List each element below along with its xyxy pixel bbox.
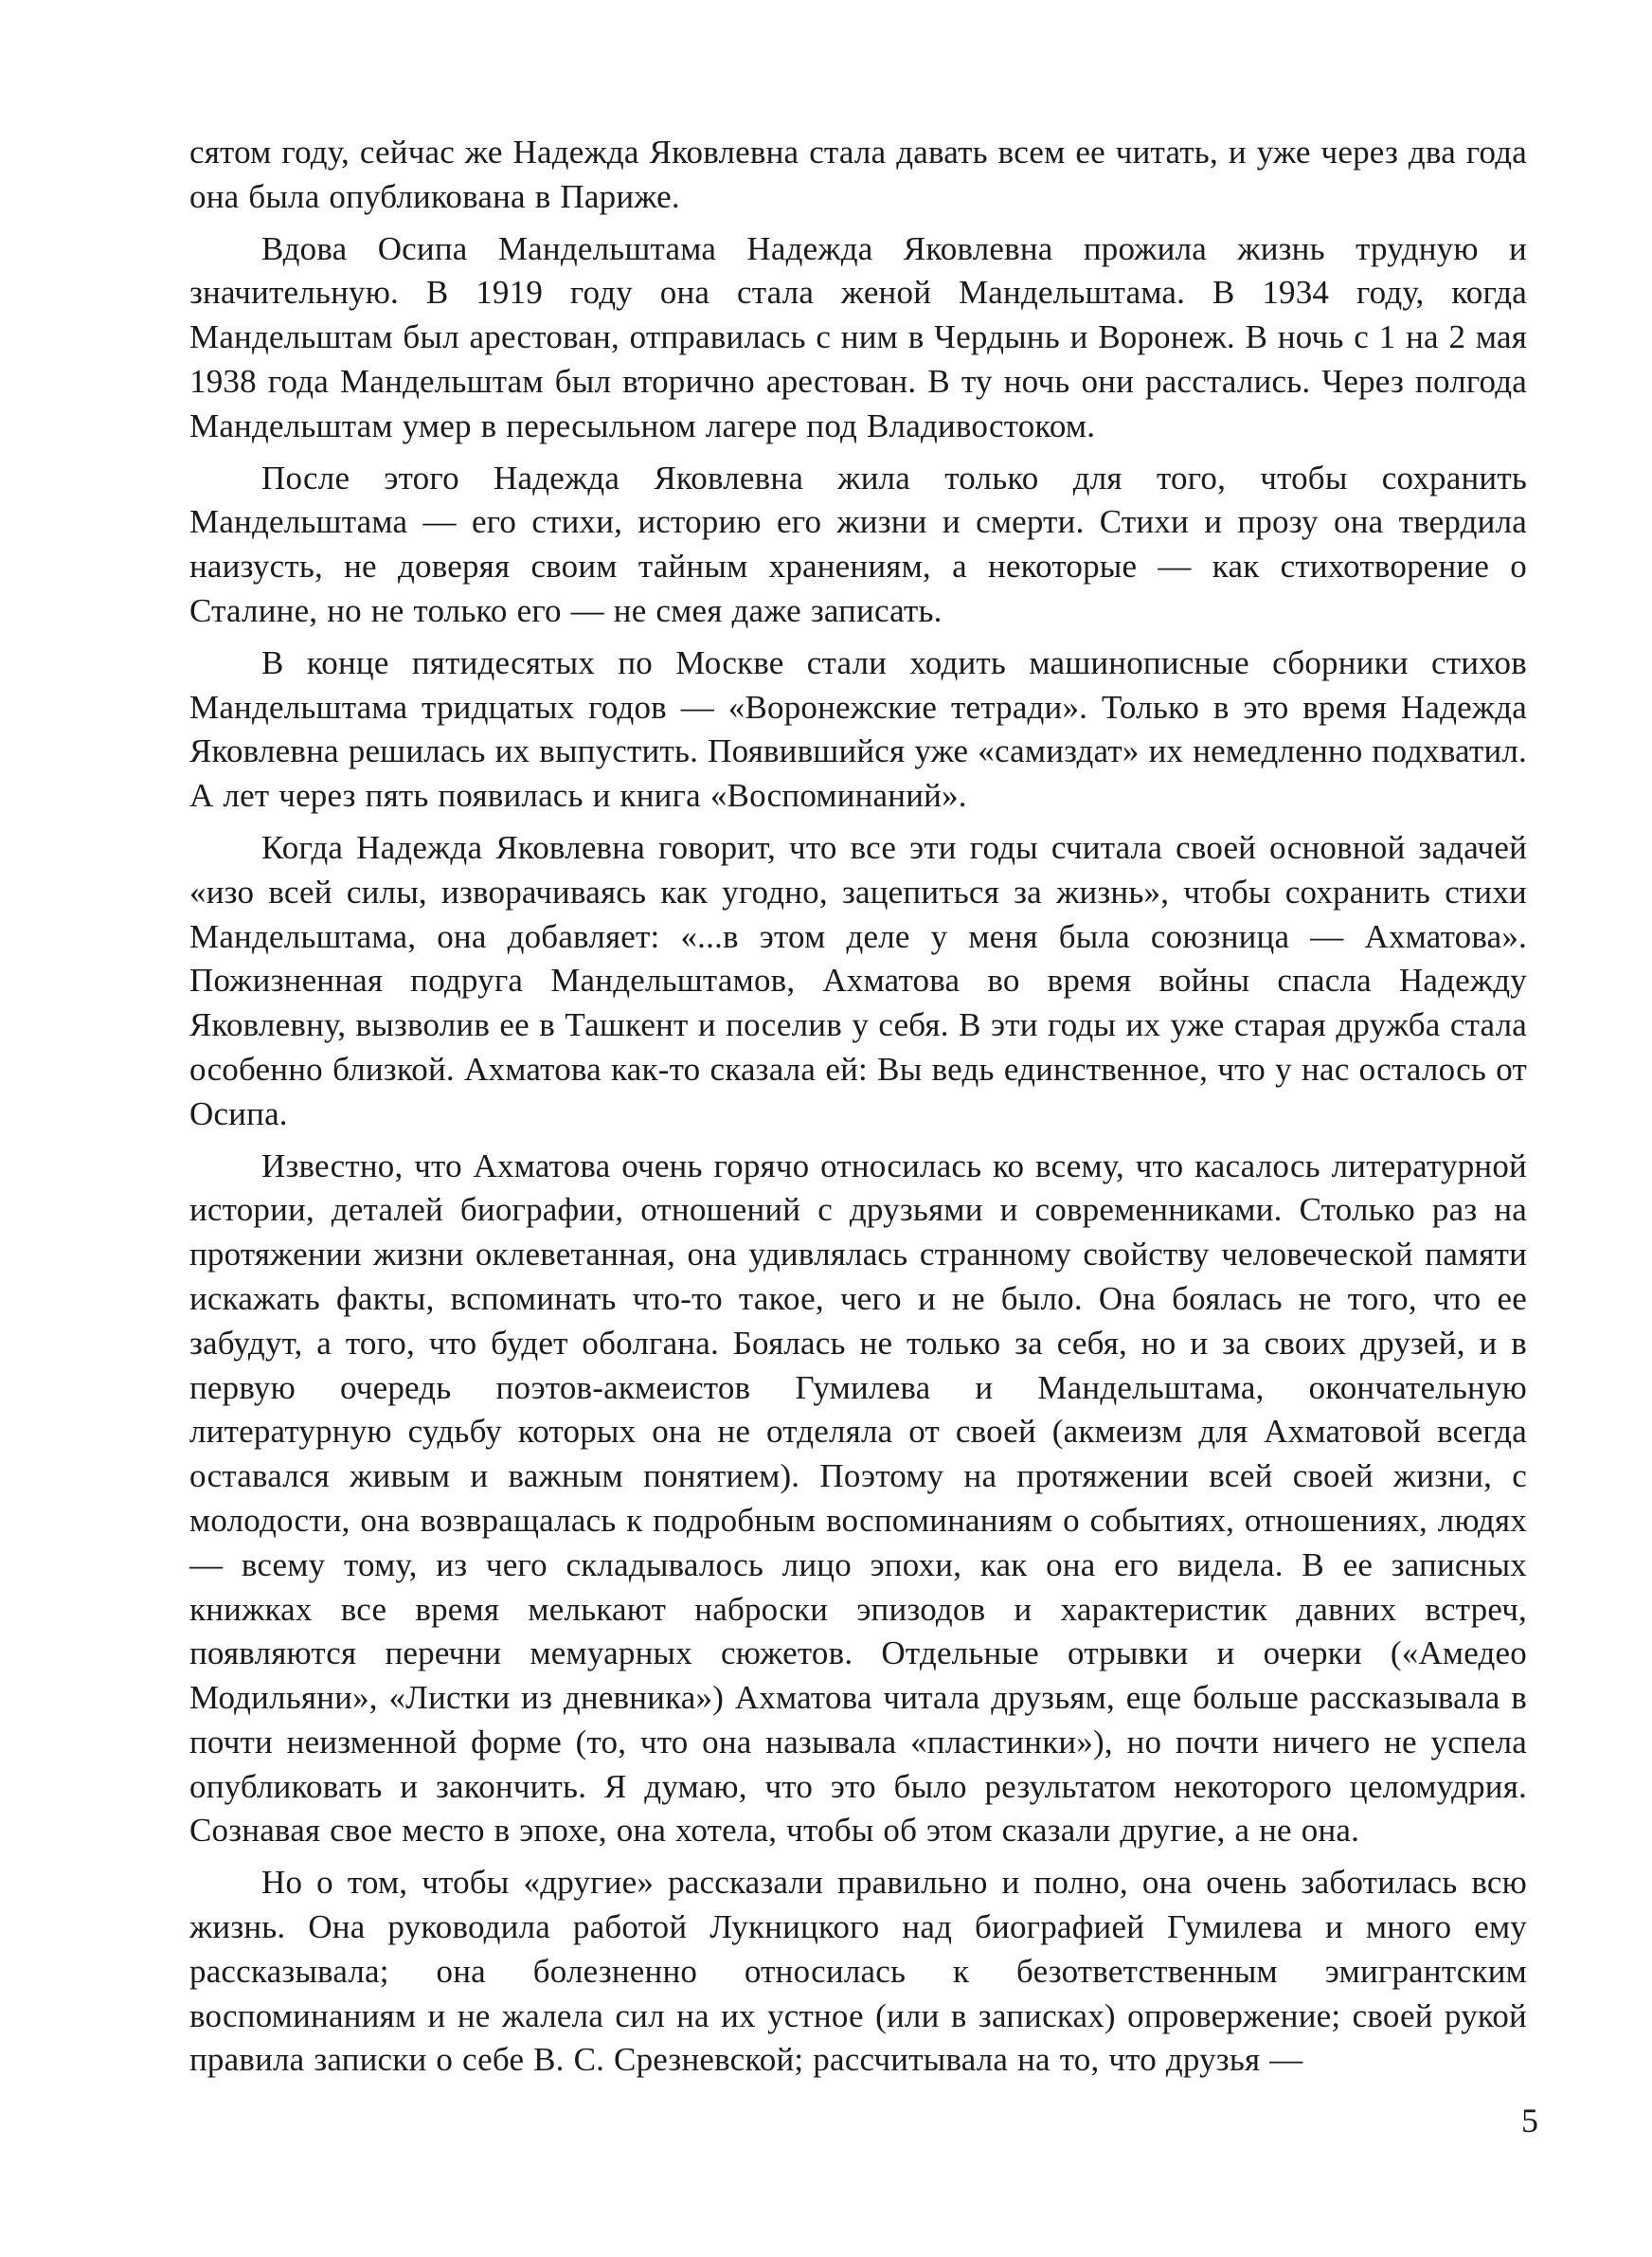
page-number: 5: [1521, 2102, 1538, 2140]
paragraph: Но о том, чтобы «другие» рассказали правильно и полно, она очень заботилась всю жизнь. Она руководила работой Лукницкого над биографией Гумилева и много ему рассказывала; она болезненно относилась к безответственным эмигрантским воспоминаниям и не жалела сил на их устное (или в записках) опровержение; своей рукой правила записки о себе В. С. Срезневской; рассчитывала на то, что друзья —: [189, 1864, 1527, 2079]
paragraph: Когда Надежда Яковлевна говорит, что все эти годы считала своей основной задачей «изо всей силы, изворачиваясь как угодно, зацепиться за жизнь», чтобы сохранить стихи Мандельштама, она добавляет: «...в этом деле у меня была союзница — Ахматова». Пожизненная подруга Мандельштамов, Ахматова во время войны спасла Надежду Яковлевну, вызволив ее в Ташкент и поселив у себя. В эти годы их уже старая дружба стала особенно близкой. Ахматова как-то сказала ей: Вы ведь единственное, что у нас осталось от Осипа.: [189, 828, 1527, 1132]
paragraph: В конце пятидесятых по Москве стали ходить машинописные сборники стихов Мандельштама тридцатых годов — «Воронежские тетради». Только в это время Надежда Яковлевна решилась их выпустить. Появившийся уже «самиздат» их немедленно подхватил. А лет через пять появилась и книга «Воспоминаний».: [189, 643, 1527, 815]
body-text: [189, 131, 1527, 2090]
paragraph: После этого Надежда Яковлевна жила только для того, чтобы сохранить Мандельштама — его стихи, историю его жизни и смерти. Стихи и прозу она твердила наизусть, не доверяя своим тайным хранениям, а некоторые — как стихотворение о Сталине, но не только его — не смея даже записать.: [189, 459, 1527, 629]
paragraph: Вдова Осипа Мандельштама Надежда Яковлевна прожила жизнь трудную и значительную. В 1919 году она стала женой Мандельштама. В 1934 году, когда Мандельштам был арестован, отправилась с ним в Чердынь и Воронеж. В ночь с 1 на 2 мая 1938 года Мандельштам был вторично арестован. В ту ночь они расстались. Через полгода Мандельштам умер в пересыльном лагере под Владивостоком.: [189, 229, 1527, 444]
paragraph-continuation: сятом году, сейчас же Надежда Яковлевна стала давать всем ее читать, и уже через два года она была опубликована в Париже.: [189, 134, 1527, 215]
paragraph: Известно, что Ахматова очень горячо относилась ко всему, что касалось литературной истории, деталей биографии, отношений с друзьями и современниками. Столько раз на протяжении жизни оклеветанная, она удивлялась странному свойству человеческой памяти искажать факты, вспоминать что-то такое, чего и не было. Она боялась не того, что ее забудут, а того, что будет оболгана. Боялась не только за себя, но и за своих друзей, и в первую очередь поэтов-акмеистов Гумилева и Мандельштама, окончательную литературную судьбу которых она не отделяла от своей (акмеизм для Ахматовой всегда оставался живым и важным понятием). Поэтому на протяжении всей своей жизни, с молодости, она возвращалась к подробным воспоминаниям о событиях, отношениях, людях — всему тому, из чего складывалось лицо эпохи, как она его видела. В ее записных книжках все время мелькают наброски эпизодов и характеристик давних встреч, появляются перечни мемуарных сюжетов. Отдельные отрывки и очерки («Амедео Модильяни», «Листки из дневника») Ахматова читала друзьям, еще больше рассказывала в почти неизменной форме (то, что она называла «пластинки»), но почти ничего не успела опубликовать и закончить. Я думаю, что это было результатом некоторого целомудрия. Сознавая свое место в эпохе, она хотела, чтобы об этом сказали другие, а не она.: [189, 1147, 1527, 1850]
